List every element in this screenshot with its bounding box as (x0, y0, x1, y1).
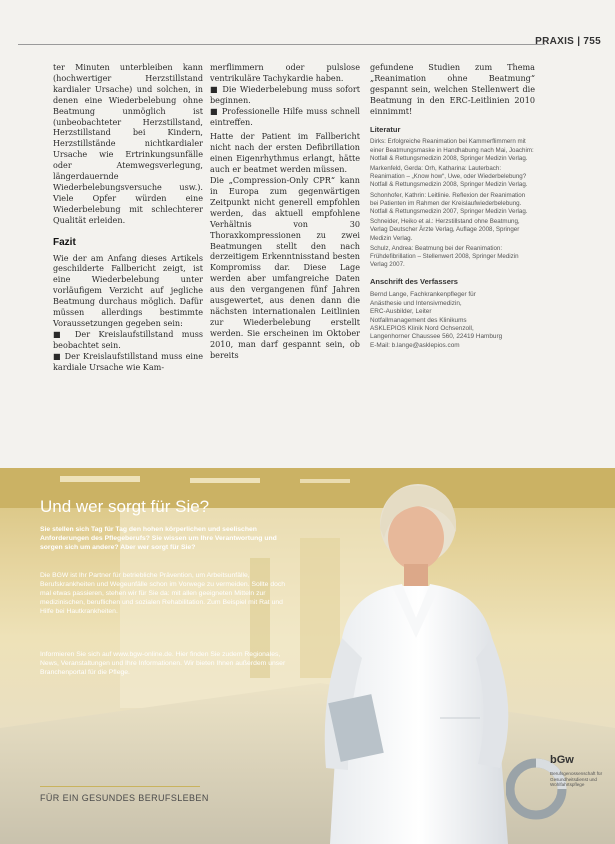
article-column-2 (210, 62, 360, 360)
ad-divider (40, 786, 200, 787)
ad-body-text-2: Informieren Sie sich auf www.bgw-online.de. Hier finden Sie zudem Regionales, News, Veranstaltungen und Ihre Informationen. Wir bieten Ihnen außerdem unser Branchenportal für die Pflege. (40, 651, 286, 676)
ad-headline: Und wer sorgt für Sie? (40, 497, 210, 516)
ad-lead-text: Sie stellen sich Tag für Tag den hohen körperlichen und seelischen Anforderungen des Pflegeberufs? Sie wissen um Ihre Verantwortung und sorgen sich um andere? Aber wer sorgt für Sie? (40, 526, 277, 551)
address-line: Anästhesie und Intensivmedizin, (370, 299, 462, 307)
address-line: ASKLEPIOS Klinik Nord Ochsenzoll, (370, 325, 474, 333)
list-item: ■ Die Wiederbelebung muss sofort beginnen. (210, 83, 360, 105)
address-line: ERC-Ausbilder, Leiter (370, 308, 432, 316)
advertisement (0, 468, 615, 844)
article-column-1 (53, 62, 203, 372)
paragraph: Hatte der Patient im Fallbericht nicht nach der ersten Defibrillation einen Eigenrhythmus erlangt, hätte auch er beatmet werden müssen. (210, 131, 360, 175)
paragraph: Die „Compression-Only CPR“ kann in Europa zum gegenwärtigen Zeitpunkt nicht generell empfohlen werden, das aktuell empfohlene Verhältnis von 30 Thoraxkompressionen zu zwei Beatmungen stellt den nach derzeitigem Erkenntnisstand besten Kompromiss dar. Diese Lage werden aber umfangreiche Daten aus den vergangenen fünf Jahren ausgewertet, aus denen dann die nächsten internationalen Leitlinien zur Wiederbelebung erstellt werden. Sie erscheinen im Oktober 2010, man darf gespannt sein, ob bereits (210, 175, 360, 360)
article-column-3 (370, 62, 535, 350)
author-address (370, 291, 535, 350)
paragraph: merflimmern oder pulslose ventrikuläre Tachykardie haben. (210, 62, 360, 83)
address-line: Notfallmanagement des Klinikums (370, 316, 467, 324)
literature-item: Dirks: Erfolgreiche Reanimation bei Kammerflimmern mit einer Beatmungsmaske in Handhabung nach Mai, Joachim: Notfall & Rettungsmedizin 2008, Springer Medizin Verlag. (370, 138, 534, 162)
ad-slogan: FÜR EIN GESUNDES BERUFSLEBEN (40, 793, 209, 803)
literature-item: Markenfeld, Gerda: Orh, Katharina: Lauterbach: Reanimation – „Know how“, Uwe, oder Wiederbelebung? Notfall & Rettungsmedizin 2008, Springer Medizin Verlag. (370, 165, 528, 189)
bgw-logo-subtitle: Berufsgenossenschaft für Gesundheitsdienst und Wohlfahrtspflege (550, 771, 603, 788)
address-line: E-Mail: b.lange@asklepios.com (370, 341, 460, 349)
paragraph: gefundene Studien zum Thema „Reanimation ohne Beatmung“ gespannt sein, welchen Stellenwert die Beatmung in den ERC-Leitlinien 2010 einnimmt! (370, 62, 535, 116)
address-line: Langenhorner Chaussee 560, 22419 Hamburg (370, 333, 503, 341)
literature-item: Schulz, Andrea: Beatmung bei der Reanimation: Frühdefibrillation – Stellenwert 2008, Springer Medizin Verlag 2007. (370, 244, 519, 269)
list-item: ■ Der Kreislaufstillstand muss beobachtet sein. (53, 328, 203, 350)
literature-heading: Literatur (370, 124, 401, 134)
header-rule (18, 44, 545, 45)
page-header: PRAXIS | 755 (535, 36, 601, 47)
address-line: Bernd Lange, Fachkrankenpfleger für (370, 291, 476, 299)
paragraph: ter Minuten unterbleiben kann (hochwertiger Herzstillstand kardialer Ursache) und solchen, in denen eine Wiederbelebung ohne Beatmung unmöglich ist (unbeobachteter Herzstillstand, Herzstillstand bei Kindern, Herzstillstände nichtkardialer Ursache wie Ertrinkungsunfälle oder Atemwegsverlegung, längerdauernde Wiederbelebungsversuche usw.). Viele Opfer würden eine Wiederbelebung mit schlechterer Qualität erleiden. (53, 62, 203, 225)
literature-list (370, 138, 535, 269)
list-item: ■ Der Kreislaufstillstand muss eine kardiale Ursache wie Kam- (53, 350, 203, 372)
literature-item: Schneider, Heiko et al.: Herzstillstand ohne Beatmung, Verlag Deutscher Ärzte Verlag, Auflage 2008, Springer Medizin Verlag. (370, 218, 520, 242)
literature-item: Schonhofer, Kathrin: Leitlinie. Reflexion der Reanimation bei Patienten im Rahmen der Kreislaufwiederbelebung. Notfall & Rettungsmedizin 2007, Springer Medizin Verlag. (370, 191, 528, 216)
paragraph: Wie der am Anfang dieses Artikels geschilderte Fallbericht zeigt, ist eine Wiederbelebung unter vorläufigem Verzicht auf jegliche Beatmung durchaus möglich. Dafür müssen allerdings bestimmte Voraussetzungen gegeben sein: (53, 252, 203, 328)
bgw-logo-name: bGw (550, 754, 574, 766)
address-heading: Anschrift des Verfassers (370, 277, 458, 287)
list-item: ■ Professionelle Hilfe muss schnell eintreffen. (210, 105, 360, 127)
section-heading: Fazit (53, 236, 76, 248)
ad-body-text: Die BGW ist Ihr Partner für betriebliche Prävention, um Arbeitsunfälle, Berufskrankheiten und Wegeunfälle schon im Vorwege zu vermeiden. Sollte doch mal etwas passieren, stehen wir für Sie da: mit allen geeigneten Mitteln zur medizinischen, beruflichen und sozialen Rehabilitation. Zum Beispiel mit Rat und Hilfe bei Hautkrankheiten. (40, 572, 286, 615)
